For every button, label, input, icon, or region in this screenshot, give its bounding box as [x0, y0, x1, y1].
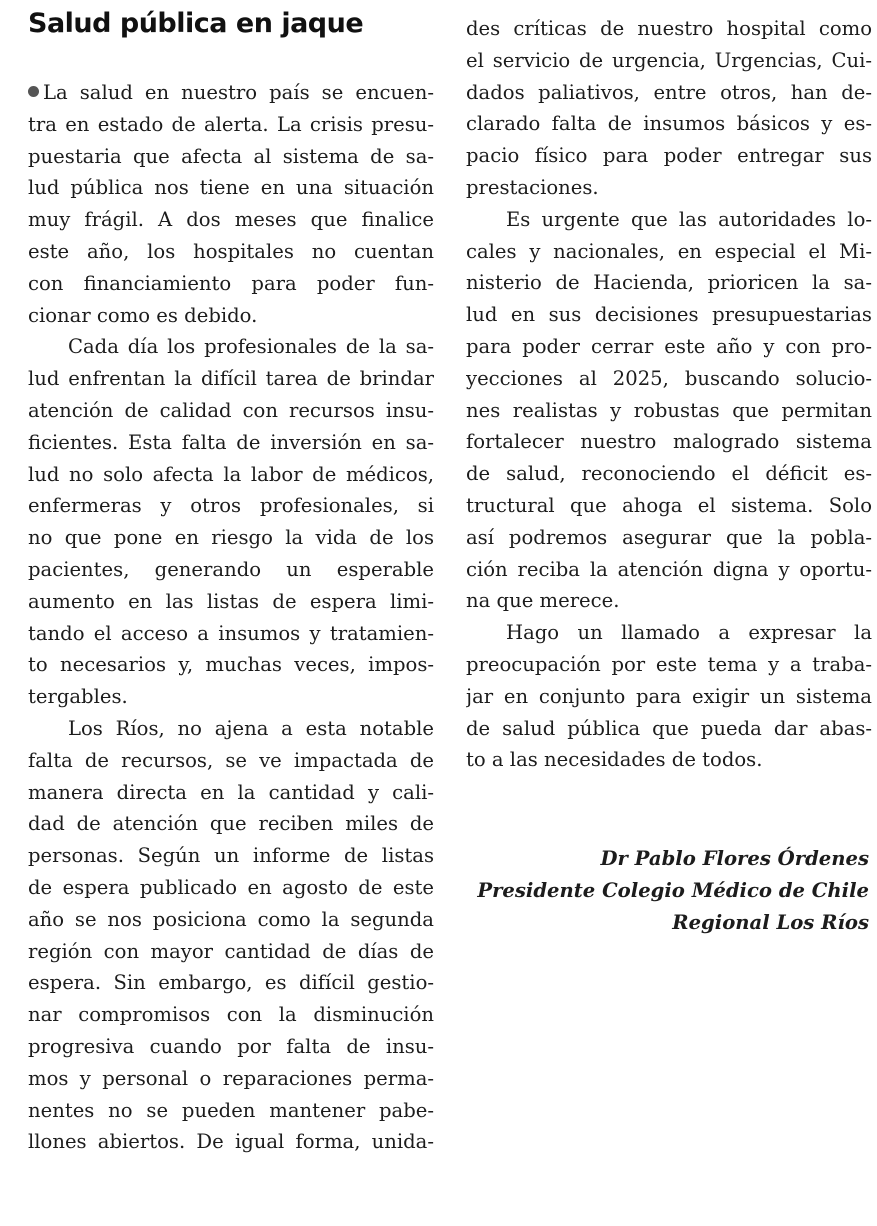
text-line: año se nos posiciona como la segunda — [28, 907, 434, 931]
text-line: este año, los hospitales no cuentan — [28, 239, 434, 263]
text-line: enfermeras y otros profesionales, si — [28, 494, 434, 518]
text-line: muy frágil. A dos meses que finalice — [28, 208, 434, 232]
text-line: llones abiertos. De igual forma, unida- — [28, 1130, 434, 1154]
text-line: falta de recursos, se ve impactada de — [28, 748, 434, 772]
text-line: tra en estado de alerta. La crisis presu- — [28, 112, 434, 136]
text-line: nentes no se pueden mantener pabe- — [28, 1098, 434, 1122]
text-line: jar en conjunto para exigir un sistema — [466, 684, 872, 708]
text-line: nar compromisos con la disminución — [28, 1003, 434, 1027]
paragraph-4 — [466, 204, 872, 617]
text-line: de espera publicado en agosto de este — [28, 875, 434, 899]
paragraph-5 — [466, 617, 872, 776]
text-line: yecciones al 2025, buscando solucio- — [466, 366, 872, 390]
text-line: para poder cerrar este año y con pro- — [466, 334, 872, 358]
text-line: de salud, reconociendo el déficit es- — [466, 462, 872, 486]
text-line: Hago un llamado a expresar la — [506, 621, 872, 645]
text-line: nes realistas y robustas que permitan — [466, 398, 872, 422]
text-line: el servicio de urgencia, Urgencias, Cui- — [466, 48, 872, 72]
paragraph-3-continued — [466, 13, 872, 204]
text-line: des críticas de nuestro hospital como — [466, 17, 872, 40]
text-line: lud pública nos tiene en una situación — [28, 176, 434, 200]
text-line: preocupación por este tema y a traba- — [466, 652, 872, 676]
text-line: pacientes, generando un esperable — [28, 557, 434, 581]
text-line: Los Ríos, no ajena a esta notable — [68, 716, 434, 740]
text-line: de salud pública que pueda dar abas- — [466, 716, 872, 740]
text-line: Cada día los profesionales de la sa- — [68, 335, 434, 359]
text-line: dados paliativos, entre otros, han de- — [466, 80, 872, 104]
text-line: La salud en nuestro país se encuen- — [28, 77, 434, 109]
text-line: clarado falta de insumos básicos y es- — [466, 112, 872, 136]
left-column — [28, 77, 434, 1158]
text-line: pacio físico para poder entregar sus — [466, 144, 872, 168]
text-line: mos y personal o reparaciones perma- — [28, 1066, 434, 1090]
text-line: nisterio de Hacienda, prioricen la sa- — [466, 271, 872, 295]
signature-name: Dr Pablo Flores Órdenes — [600, 847, 869, 870]
text-line: na que merece. — [466, 589, 620, 613]
text-line: tergables. — [28, 685, 128, 709]
text-line: ficientes. Esta falta de inversión en sa- — [28, 430, 434, 454]
text-line: fortalecer nuestro malogrado sistema — [466, 430, 872, 454]
text-line: tando el acceso a insumos y tratamien- — [28, 621, 434, 645]
paragraph-3 — [28, 713, 434, 1158]
text-line: Es urgente que las autoridades lo- — [506, 207, 872, 231]
paragraph-2 — [28, 331, 434, 713]
text-line: to necesarios y, muchas veces, impos- — [28, 653, 434, 677]
paragraph-1 — [28, 77, 434, 331]
text-line: progresiva cuando por falta de insu- — [28, 1034, 434, 1058]
text-line: cionar como es debido. — [28, 303, 258, 327]
text-line: con financiamiento para poder fun- — [28, 271, 434, 295]
text-line: personas. Según un informe de listas — [28, 844, 434, 868]
text-line: lud no solo afecta la labor de médicos, — [28, 462, 434, 486]
signature-block — [477, 843, 869, 938]
signature-title: Presidente Colegio Médico de Chile — [477, 878, 869, 902]
text-line: dad de atención que reciben miles de — [28, 812, 434, 836]
text-line: tructural que ahoga el sistema. Solo — [466, 493, 872, 517]
text-line: prestaciones. — [466, 175, 599, 199]
text-line: no que pone en riesgo la vida de los — [28, 526, 434, 550]
text-line: puestaria que afecta al sistema de sa- — [28, 144, 434, 168]
text-line: espera. Sin embargo, es difícil gestio- — [28, 971, 434, 995]
text-line: manera directa en la cantidad y cali- — [28, 780, 434, 804]
text-line: lud enfrentan la difícil tarea de brindar — [28, 367, 434, 391]
text-line: lud en sus decisiones presupuestarias — [466, 303, 872, 327]
text-line: ción reciba la atención digna y oportu- — [466, 557, 872, 581]
signature-region: Regional Los Ríos — [672, 910, 869, 934]
text-line: atención de calidad con recursos insu- — [28, 398, 434, 422]
text-line: aumento en las listas de espera limi- — [28, 589, 434, 613]
bullet-icon — [28, 86, 39, 97]
headline: Salud pública en jaque — [28, 8, 364, 39]
right-column — [466, 13, 872, 776]
text-line: región con mayor cantidad de días de — [28, 939, 434, 963]
text-line: cales y nacionales, en especial el Mi- — [466, 239, 872, 263]
text-line: así podremos asegurar que la pobla- — [466, 525, 872, 549]
text-line: to a las necesidades de todos. — [466, 748, 763, 772]
